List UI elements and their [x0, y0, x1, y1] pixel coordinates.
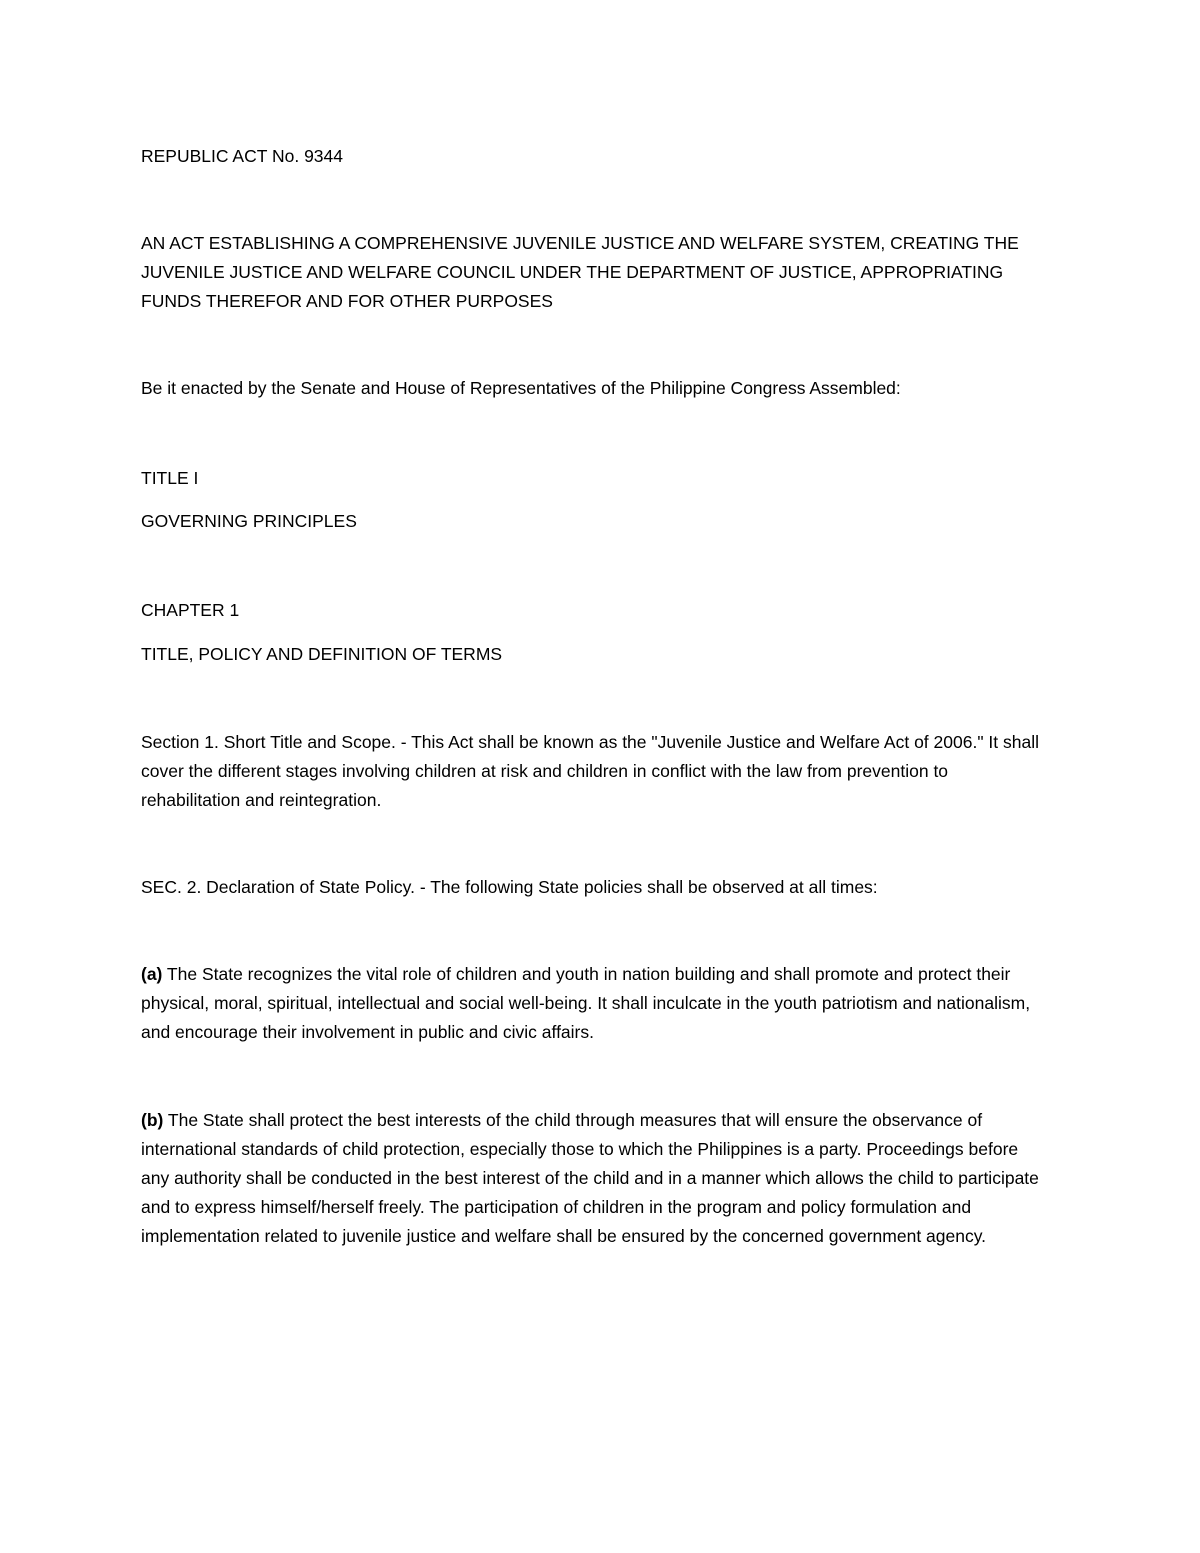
enacting-clause: Be it enacted by the Senate and House of Representatives of the Philippine Congress Assembled:	[141, 378, 901, 398]
act-title: AN ACT ESTABLISHING A COMPREHENSIVE JUVENILE JUSTICE AND WELFARE SYSTEM, CREATING THE JUVENILE JUSTICE AND WELFARE COUNCIL UNDER THE DEPARTMENT OF JUSTICE, APPROPRIATING FUNDS THEREFOR AND FOR OTHER PURPOSES	[141, 233, 1019, 311]
paragraph-b-text: The State shall protect the best interests of the child through measures that will ensure the observance of international standards of child protection, especially those to which the Philippines is a party. Proceedings before any authority shall be conducted in the best interest of the child and in a manner which allows the child to participate and to express himself/herself freely. The participation of children in the program and policy formulation and implementation related to juvenile justice and welfare shall be ensured by the concerned government agency.	[141, 1110, 1039, 1246]
section-2-heading: SEC. 2. Declaration of State Policy. - The following State policies shall be observed at all times:	[141, 877, 878, 897]
chapter-heading: CHAPTER 1	[141, 600, 240, 620]
title-heading: TITLE I	[141, 468, 199, 488]
paragraph-b-label: (b)	[141, 1110, 164, 1130]
paragraph-a-text: The State recognizes the vital role of children and youth in nation building and shall promote and protect their physical, moral, spiritual, intellectual and social well-being. It shall inculcate in the youth patriotism and nationalism, and encourage their involvement in public and civic affairs.	[141, 964, 1031, 1042]
section-1-paragraph: Section 1. Short Title and Scope. - This Act shall be known as the "Juvenile Justice and Welfare Act of 2006." It shall cover the different stages involving children at risk and children in conflict with the law from prevention to rehabilitation and reintegration.	[141, 732, 1039, 810]
act-number: REPUBLIC ACT No. 9344	[141, 146, 343, 166]
chapter-name: TITLE, POLICY AND DEFINITION OF TERMS	[141, 644, 503, 664]
title-name: GOVERNING PRINCIPLES	[141, 511, 357, 531]
paragraph-a-label: (a)	[141, 964, 163, 984]
paragraph-a	[141, 960, 1041, 1047]
paragraph-b	[141, 1106, 1041, 1251]
